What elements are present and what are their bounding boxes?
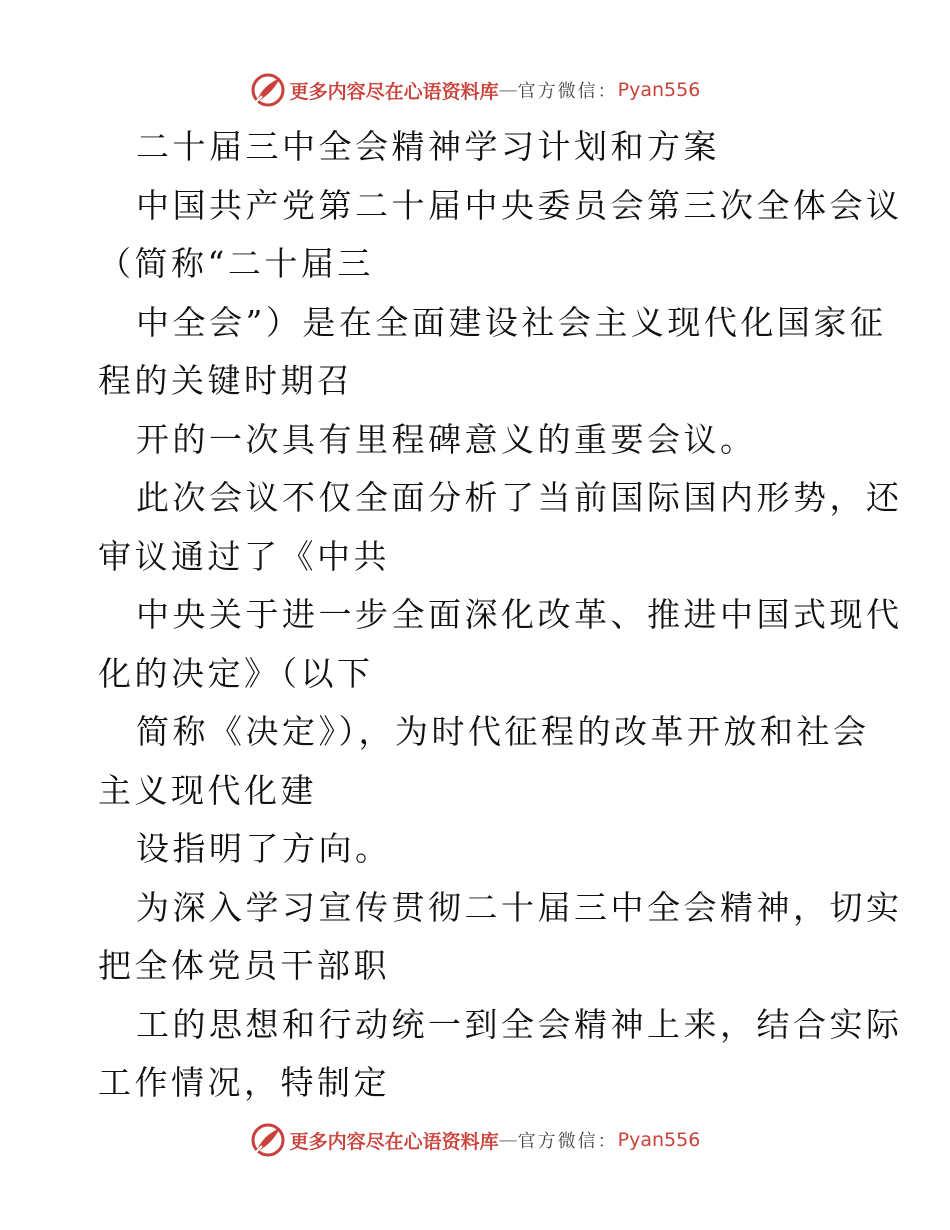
text-line: 工作情况，特制定 — [98, 1063, 390, 1102]
pen-logo-icon — [250, 1122, 286, 1158]
watermark-contact-label: 官方微信： — [517, 1131, 618, 1152]
text-line: 化的决定》（以下 — [98, 653, 374, 693]
text-line: 把全体党员干部职 — [98, 946, 390, 985]
text-line: 审议通过了《中共 — [98, 536, 390, 576]
pen-logo-icon — [250, 72, 286, 108]
watermark-brand: 更多内容尽在心语资料库 — [289, 80, 499, 103]
text-line: 设指明了方向。 — [136, 829, 392, 868]
text-line: 中全会”）是在全面建设社会主义现代化国家征 — [136, 302, 887, 342]
watermark-dash: — — [498, 79, 518, 101]
watermark-contact-label: 官方微信： — [517, 81, 618, 102]
document-body — [98, 118, 903, 1113]
text-line: 开的一次具有里程碑意义的重要会议。 — [136, 419, 757, 459]
text-line: 工的思想和行动统一到全会精神上来，结合实际 — [136, 1004, 903, 1044]
watermark-contact-id: Pyan556 — [617, 79, 701, 101]
text-line: 此次会议不仅全面分析了当前国际国内形势，还 — [136, 478, 903, 517]
text-line: （简称“二十届三 — [98, 244, 374, 283]
text-line: 程的关键时期召 — [98, 361, 354, 400]
text-line: 主义现代化建 — [98, 770, 317, 810]
header-watermark — [0, 70, 950, 110]
text-line: 为深入学习宣传贯彻二十届三中全会精神，切实 — [136, 887, 903, 927]
watermark-brand: 更多内容尽在心语资料库 — [289, 1130, 499, 1153]
document-title: 二十届三中全会精神学习计划和方案 — [136, 127, 720, 166]
text-line: 简称《决定》），为时代征程的改革开放和社会 — [136, 712, 870, 751]
text-line: 中央关于进一步全面深化改革、推进中国式现代 — [136, 595, 903, 634]
footer-watermark — [0, 1120, 950, 1160]
text-line: 中国共产党第二十届中央委员会第三次全体会议 — [136, 185, 903, 225]
watermark-dash: — — [498, 1129, 518, 1151]
watermark-contact-id: Pyan556 — [617, 1129, 701, 1151]
